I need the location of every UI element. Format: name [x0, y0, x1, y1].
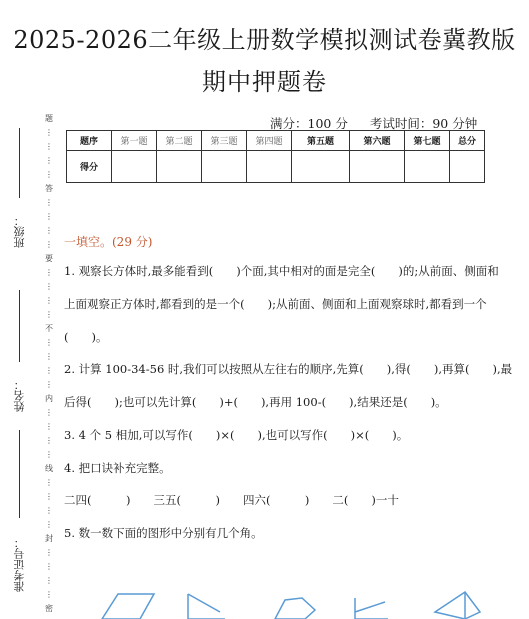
score-table-header-row — [67, 131, 485, 151]
angle-shapes-figure — [90, 590, 490, 619]
score-table-value-row — [67, 151, 485, 183]
document-title-line2: 期中押题卷 — [202, 68, 327, 96]
section-title: 一填空。(29 分) — [64, 235, 153, 249]
parallelogram-shape — [102, 594, 154, 619]
triangle-edge — [188, 594, 220, 612]
score-row-label: 得分 — [67, 151, 112, 183]
angle-shape — [355, 598, 388, 619]
score-header-cell: 第五题 — [292, 131, 350, 151]
exam-time: 考试时间：90 分钟 — [369, 116, 478, 131]
score-table — [66, 130, 485, 183]
question-4: 4. 把口诀补充完整。 — [64, 461, 171, 475]
seal-char: 线 — [45, 464, 53, 473]
kite-shape — [435, 592, 480, 619]
angle-ray — [355, 602, 385, 612]
score-header-cell: 第二题 — [157, 131, 202, 151]
score-cell[interactable] — [157, 151, 202, 183]
score-header-cell: 第三题 — [202, 131, 247, 151]
score-cell[interactable] — [350, 151, 405, 183]
id-label: 准考证号： — [13, 537, 26, 592]
seal-char: 密 — [45, 604, 53, 613]
id-fill-line — [19, 430, 20, 518]
question-4-items: 二四( ) 三五( ) 四六( ) 二( )一十 — [64, 493, 399, 507]
seal-line: 题 ⋮ ⋮ ⋮ ⋮ 答 ⋮ ⋮ ⋮ ⋮ 要 ⋮ ⋮ ⋮ ⋮ 不 ⋮ ⋮ ⋮ ⋮ 内 ⋮ ⋮ ⋮ ⋮ 线 ⋮ ⋮ ⋮ ⋮ 封 ⋮ ⋮ ⋮ ⋮ 密 — [42, 108, 56, 619]
score-cell[interactable] — [292, 151, 350, 183]
seal-char: 要 — [45, 254, 53, 263]
score-header-cell: 总分 — [450, 131, 485, 151]
score-header-cell: 第七题 — [405, 131, 450, 151]
question-1-line-2: 上面观察正方体时,都看到的是一个( );从前面、侧面和上面观察球时,都看到一个 — [64, 297, 487, 311]
score-header-cell: 题序 — [67, 131, 112, 151]
question-3: 3. 4 个 5 相加,可以写作( )×( ),也可以写作( )×( )。 — [64, 428, 409, 442]
document-title-line1: 2025-2026二年级上册数学模拟测试卷冀教版 — [13, 26, 516, 54]
score-cell[interactable] — [405, 151, 450, 183]
pentagon-shape — [275, 598, 315, 619]
question-5: 5. 数一数下面的图形中分别有几个角。 — [64, 526, 263, 540]
score-header-cell: 第四题 — [247, 131, 292, 151]
class-fill-line — [19, 128, 20, 198]
seal-char: 不 — [45, 324, 53, 333]
question-2-line-1: 2. 计算 100-34-56 时,我们可以按照从左往右的顺序,先算( ),得( ),再算( ),最 — [64, 362, 513, 376]
question-1-line-3: ( )。 — [64, 330, 108, 344]
seal-char: 内 — [45, 394, 53, 403]
seal-char: 题 — [45, 114, 53, 123]
class-label: 班级： — [13, 215, 26, 248]
seal-char: 封 — [45, 534, 53, 543]
score-cell[interactable] — [450, 151, 485, 183]
score-header-cell: 第一题 — [112, 131, 157, 151]
score-header-cell: 第六题 — [350, 131, 405, 151]
question-2-line-2: 后得( );也可以先计算( )+( ),再用 100-( ),结果还是( )。 — [64, 395, 447, 409]
score-cell[interactable] — [247, 151, 292, 183]
score-cell[interactable] — [202, 151, 247, 183]
full-score: 满分：100 分 — [270, 116, 348, 131]
question-1-line-1: 1. 观察长方体时,最多能看到( )个面,其中相对的面是完全( )的;从前面、侧面和 — [64, 264, 499, 278]
name-label: 姓名： — [13, 379, 26, 412]
seal-char: 答 — [45, 184, 53, 193]
name-fill-line — [19, 290, 20, 362]
score-cell[interactable] — [112, 151, 157, 183]
